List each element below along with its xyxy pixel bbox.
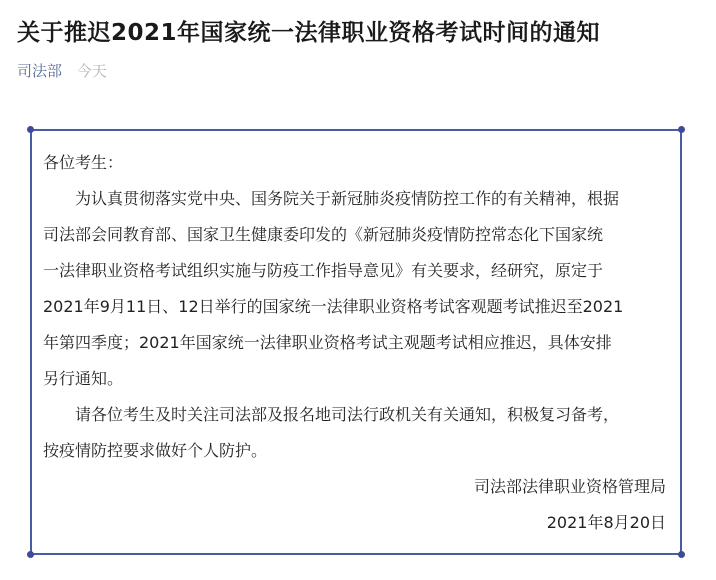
notice-paragraph-line: 按疫情防控要求做好个人防护。 — [43, 441, 268, 460]
notice-paragraph-line: 司法部会同教育部、国家卫生健康委印发的《新冠肺炎疫情防控常态化下国家统 — [43, 225, 604, 244]
notice-paragraph-line: 请各位考生及时关注司法部及报名地司法行政机关有关通知，积极复习备考， — [75, 405, 620, 424]
corner-dot-icon — [678, 551, 685, 558]
article-title: 关于推迟2021年国家统一法律职业资格考试时间的通知 — [17, 20, 601, 46]
notice-signature: 司法部法律职业资格管理局 — [473, 477, 666, 496]
notice-paragraph-line: 另行通知。 — [43, 369, 124, 388]
notice-salutation: 各位考生： — [43, 153, 124, 172]
author-link[interactable]: 司法部 — [17, 62, 63, 80]
notice-paragraph-line: 年第四季度；2021年国家统一法律职业资格考试主观题考试相应推迟，具体安排 — [43, 333, 612, 352]
corner-dot-icon — [27, 551, 34, 558]
corner-dot-icon — [27, 126, 34, 133]
notice-paragraph-line: 2021年9月11日、12日举行的国家统一法律职业资格考试客观题考试推迟至2021 — [43, 297, 624, 316]
publish-date: 今天 — [76, 62, 107, 80]
notice-signed-date: 2021年8月20日 — [546, 513, 666, 532]
notice-frame — [30, 129, 682, 555]
notice-paragraph-line: 一法律职业资格考试组织实施与防疫工作指导意见》有关要求，经研究，原定于 — [43, 261, 604, 280]
article-meta — [17, 60, 107, 81]
corner-dot-icon — [678, 126, 685, 133]
notice-paragraph-line: 为认真贯彻落实党中央、国务院关于新冠肺炎疫情防控工作的有关精神，根据 — [75, 189, 620, 208]
